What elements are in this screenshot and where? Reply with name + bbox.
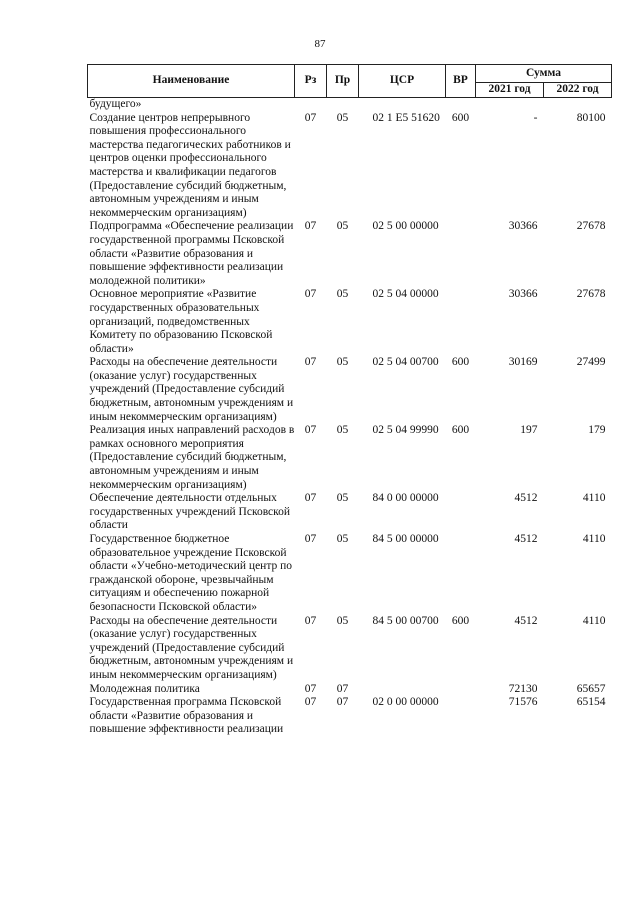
row-amount-2022-cell: 4110: [582, 492, 606, 505]
header-csr: ЦСР: [359, 65, 446, 98]
row-name-cell: Основное мероприятие «Развитие государственных образовательных организаций, подведомственных Комитету по образованию Псковской области»: [89, 288, 273, 355]
row-vr-cell: [446, 696, 476, 737]
row-amount-2021-cell: [476, 98, 544, 112]
row-amount-2022-cell: 65657: [576, 682, 606, 695]
row-name-cell: Обеспечение деятельности отдельных государственных учреждений Псковской области: [89, 492, 291, 532]
row-vr-cell: [446, 288, 476, 356]
header-name: Наименование: [88, 65, 295, 98]
row-pr-cell: 05: [336, 111, 349, 124]
row-amount-2022-cell: 27499: [576, 356, 606, 369]
row-vr-cell: [446, 533, 476, 615]
row-vr-cell: 600: [451, 111, 470, 124]
row-rz-cell: 07: [304, 220, 317, 233]
row-amount-2021-cell: 30169: [508, 356, 538, 369]
table-row: [88, 424, 612, 492]
row-csr-cell: 02 5 04 00700: [372, 356, 439, 369]
row-vr-cell: 600: [451, 614, 470, 627]
row-amount-2022-cell: 27678: [576, 288, 606, 301]
row-rz-cell: 07: [304, 492, 317, 505]
row-csr-cell: 02 0 00 00000: [372, 696, 439, 709]
row-pr-cell: 05: [336, 424, 349, 437]
row-vr-cell: 600: [451, 356, 470, 369]
row-name-cell: Государственное бюджетное образовательное учреждение Псковской области «Учебно-методический центр по гражданской обороне, чрезвычайным ситуациям и обеспечению пожарной безопасности Псковской области»: [89, 533, 293, 613]
table-row: [88, 492, 612, 533]
row-amount-2022-cell: 4110: [582, 533, 606, 545]
row-name-cell: Создание центров непрерывного повышения профессионального мастерства педагогических работников и центров оценки профессионального мастерства и квалификации педагогов (Предоставление субсидий бюджетным, автономным учреждениям и иным некоммерческим организациям): [89, 111, 291, 219]
row-rz-cell: 07: [304, 356, 317, 369]
row-csr-cell: 02 5 04 00000: [372, 288, 439, 301]
row-pr-cell: 07: [336, 682, 349, 695]
row-pr-cell: 05: [336, 220, 349, 233]
row-pr-cell: 05: [336, 533, 349, 545]
row-pr-cell: [327, 98, 359, 112]
row-name-cell: Реализация иных направлений расходов в рамках основного мероприятия (Предоставление субсидий бюджетным, автономным учреждениям и иным некоммерческим организациям): [89, 424, 295, 491]
table-row: [88, 615, 612, 683]
table-row: [88, 220, 612, 288]
row-rz-cell: 07: [304, 696, 317, 709]
row-rz-cell: 07: [304, 614, 317, 627]
row-name-cell: Расходы на обеспечение деятельности (оказание услуг) государственных учреждений (Предоставление субсидий бюджетным, автономным учреждениям и иным некоммерческим организациям): [89, 356, 294, 423]
row-name-cell: Государственная программа Псковской области «Развитие образования и повышение эффективности реализации: [89, 696, 284, 736]
row-amount-2022-cell: [544, 98, 612, 112]
row-pr-cell: 07: [336, 696, 349, 709]
row-amount-2021-cell: 4512: [514, 492, 538, 505]
table-row: [88, 696, 612, 737]
row-csr-cell: 84 0 00 00000: [372, 492, 439, 505]
row-pr-cell: 05: [336, 288, 349, 301]
row-rz-cell: [295, 98, 327, 112]
page-number: 87: [314, 38, 326, 50]
header-rz: Рз: [295, 65, 327, 98]
row-csr-cell: [359, 683, 446, 697]
row-amount-2022-cell: 179: [588, 424, 606, 437]
row-csr-cell: 84 5 00 00000: [372, 533, 439, 545]
header-sum: Сумма: [476, 65, 612, 83]
row-csr-cell: 84 5 00 00700: [372, 614, 439, 627]
row-amount-2021-cell: 30366: [508, 288, 538, 301]
row-amount-2022-cell: 4110: [582, 614, 606, 627]
table-header: [88, 65, 612, 98]
row-vr-cell: [446, 492, 476, 533]
table-body: [88, 98, 612, 737]
row-pr-cell: 05: [336, 356, 349, 369]
row-amount-2021-cell: 71576: [508, 696, 538, 709]
row-csr-cell: 02 5 00 00000: [372, 220, 439, 233]
row-name-cell: Молодежная политика: [89, 682, 200, 695]
row-amount-2022-cell: 27678: [576, 220, 606, 233]
header-vr: ВР: [446, 65, 476, 98]
row-vr-cell: [446, 683, 476, 697]
row-amount-2021-cell: 197: [520, 424, 538, 437]
row-amount-2021-cell: 4512: [514, 614, 538, 627]
row-rz-cell: 07: [304, 682, 317, 695]
row-vr-cell: [446, 98, 476, 112]
row-vr-cell: [446, 220, 476, 288]
table-row: [88, 112, 612, 221]
row-amount-2021-cell: 72130: [508, 682, 538, 695]
row-vr-cell: 600: [451, 424, 470, 437]
row-amount-2021-cell: 4512: [514, 533, 538, 545]
budget-table: [87, 64, 612, 737]
row-name-cell: Расходы на обеспечение деятельности (оказание услуг) государственных учреждений (Предоставление субсидий бюджетным, автономным учреждениям и иным некоммерческим организациям): [89, 614, 294, 681]
table-row: [88, 683, 612, 697]
header-year-2022: 2022 год: [544, 83, 612, 98]
row-csr-cell: 02 1 E5 51620: [372, 111, 440, 124]
row-pr-cell: 05: [336, 614, 349, 627]
row-rz-cell: 07: [304, 111, 317, 124]
row-csr-cell: [359, 98, 446, 112]
row-amount-2022-cell: 80100: [576, 111, 606, 124]
header-year-2021: 2021 год: [476, 83, 544, 98]
table-row: [88, 533, 612, 615]
row-name-cell: будущего»: [89, 98, 142, 110]
table-row: [88, 288, 612, 356]
row-rz-cell: 07: [304, 424, 317, 437]
row-csr-cell: 02 5 04 99990: [372, 424, 439, 437]
row-amount-2021-cell: -: [533, 111, 538, 124]
header-pr: Пр: [327, 65, 359, 98]
row-rz-cell: 07: [304, 288, 317, 301]
row-rz-cell: 07: [304, 533, 317, 545]
table-row: [88, 98, 612, 112]
row-amount-2022-cell: 65154: [576, 696, 606, 709]
row-name-cell: Подпрограмма «Обеспечение реализации государственной программы Псковской области «Развитие образования и повышение эффективности реализации молодежной политики»: [89, 220, 294, 287]
row-amount-2021-cell: 30366: [508, 220, 538, 233]
row-pr-cell: 05: [336, 492, 349, 505]
table-row: [88, 356, 612, 424]
